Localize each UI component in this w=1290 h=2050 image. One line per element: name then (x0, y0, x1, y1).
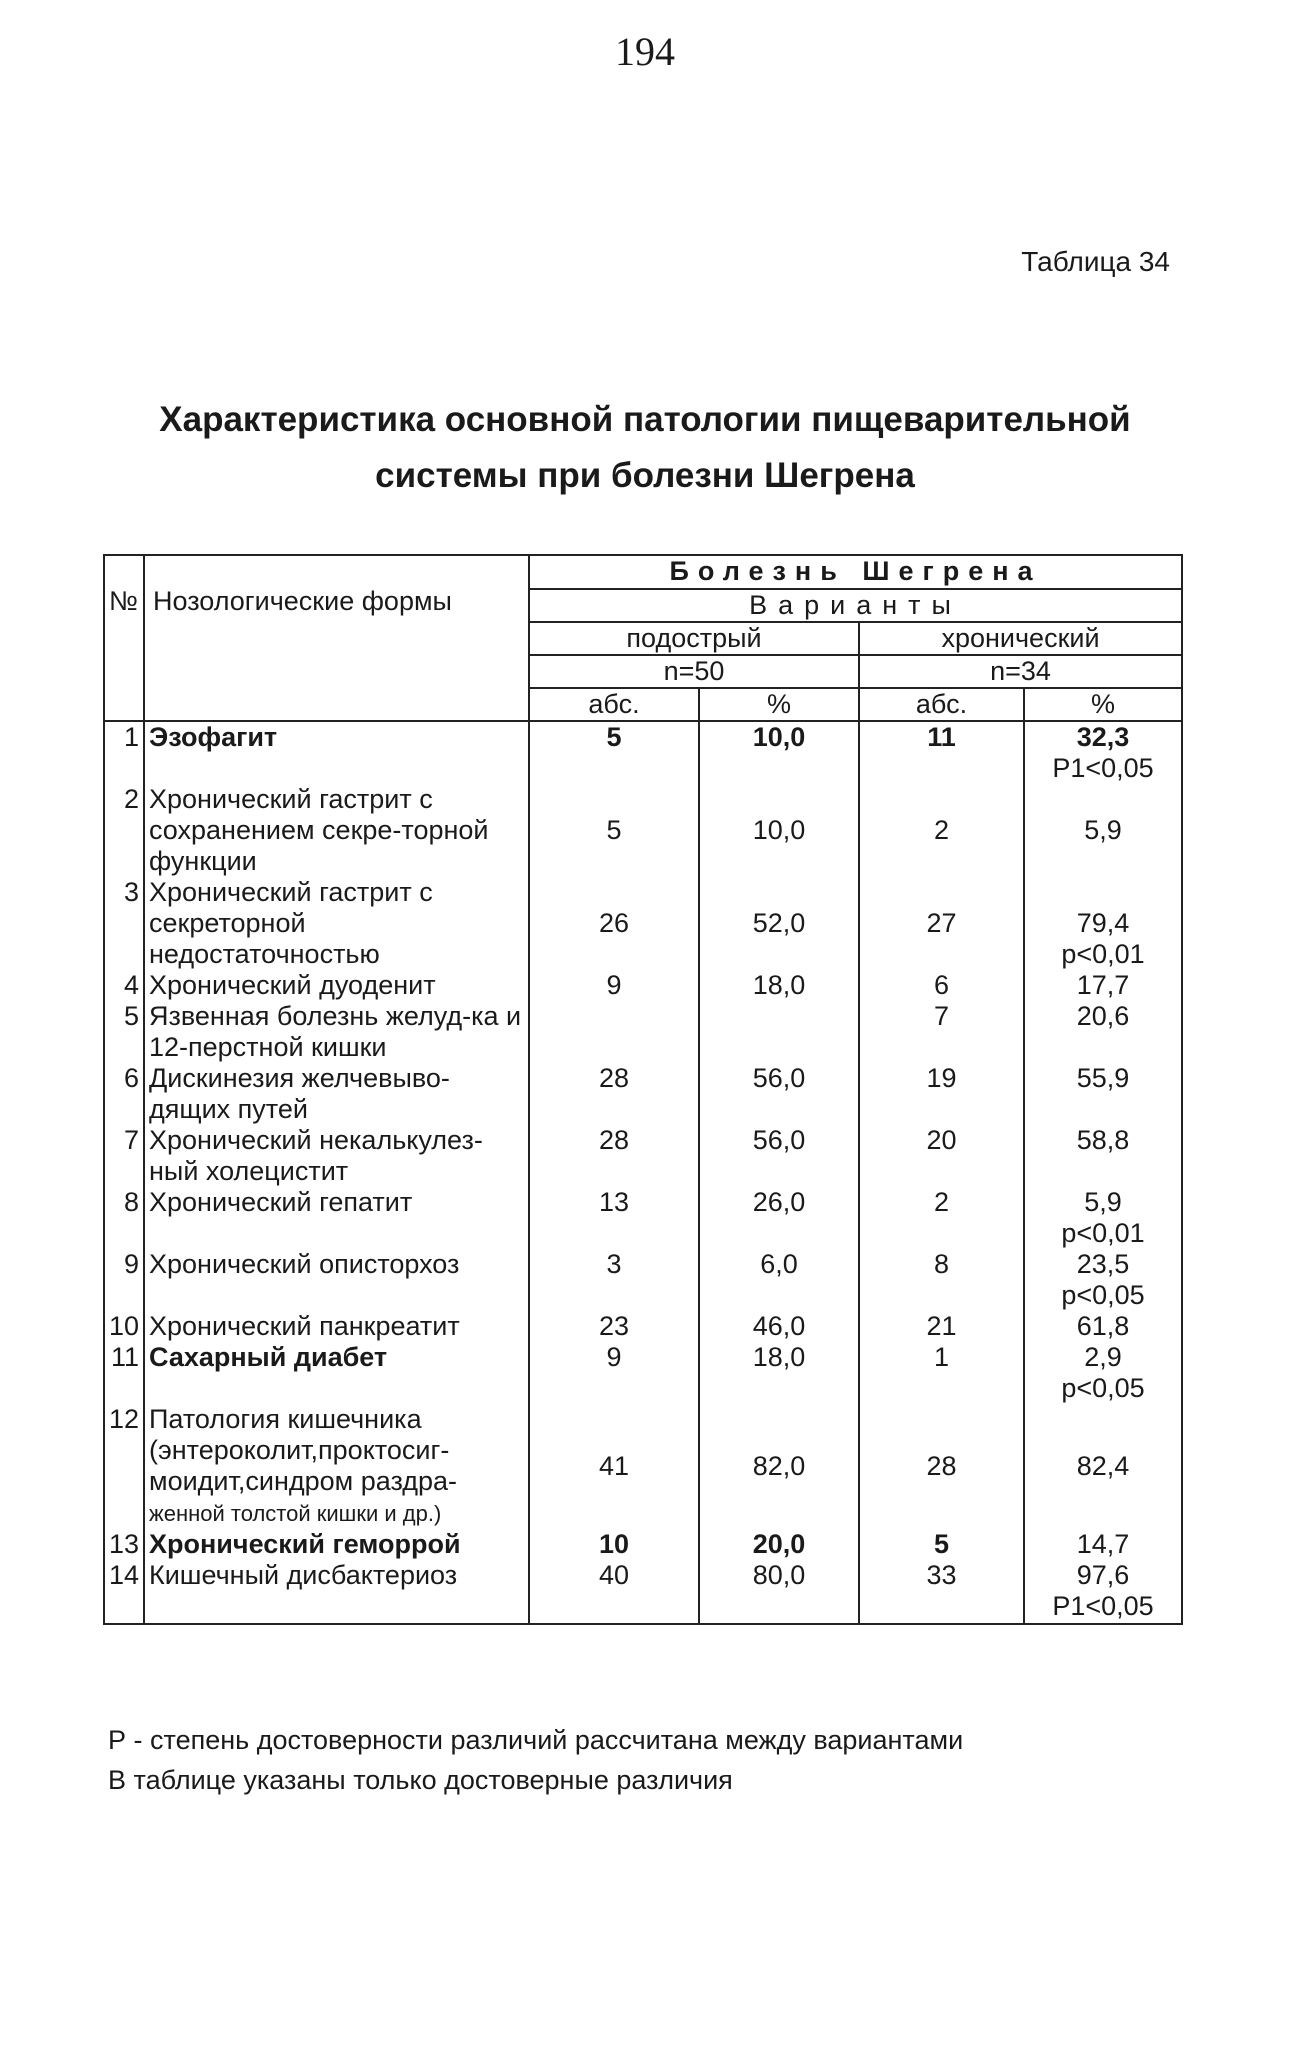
row-number: 11 (104, 1342, 144, 1404)
significance: P1<0,05 (1052, 753, 1154, 783)
title-line-1: Характеристика основной патологии пищеварительной (159, 400, 1131, 439)
pct-subacute: 10,0 (699, 721, 859, 784)
abs-subacute: 9 (529, 1342, 699, 1404)
pct-chronic: 79,4 (1076, 908, 1130, 938)
footnotes (108, 1720, 963, 1800)
abs-subacute: 23 (529, 1311, 699, 1342)
pct-chronic: 20,6 (1024, 1001, 1182, 1063)
header-n-subacute: n=50 (529, 655, 859, 688)
row-number: 10 (104, 1311, 144, 1342)
pct-subacute (699, 1001, 859, 1063)
pct-subacute: 26,0 (699, 1187, 859, 1249)
abs-subacute (529, 1001, 699, 1063)
pct-chronic: 82,4 (1024, 1404, 1182, 1529)
row-number: 2 (104, 784, 144, 877)
row-number: 3 (104, 877, 144, 970)
pct-chronic: 32,3 (1076, 722, 1130, 752)
row-name: Хронический гастрит с секреторной недостаточностью (144, 877, 529, 970)
row-name: Хронический некалькулез-ный холецистит (144, 1125, 529, 1187)
pct-chronic-cell (1024, 1342, 1182, 1404)
significance: P1<0,05 (1052, 1591, 1154, 1621)
abs-subacute: 13 (529, 1187, 699, 1249)
pct-chronic: 14,7 (1024, 1529, 1182, 1560)
header-pct-subacute: % (699, 688, 859, 721)
row-name: Эзофагит (144, 721, 529, 784)
row-name-cell (144, 1404, 529, 1529)
abs-chronic: 11 (859, 721, 1024, 784)
row-name: Дискинезия желчевыво-дящих путей (144, 1063, 529, 1125)
header-abs-chronic: абс. (859, 688, 1024, 721)
pct-chronic-cell (1024, 1560, 1182, 1624)
pct-chronic: 58,8 (1024, 1125, 1182, 1187)
pct-chronic-cell (1024, 721, 1182, 784)
header-chronic: хронический (859, 622, 1182, 655)
row-number: 4 (104, 970, 144, 1001)
table-row (104, 1187, 1182, 1249)
header-pct-chronic: % (1024, 688, 1182, 721)
abs-chronic: 5 (859, 1529, 1024, 1560)
abs-subacute: 28 (529, 1125, 699, 1187)
pct-subacute: 20,0 (699, 1529, 859, 1560)
abs-subacute: 3 (529, 1249, 699, 1311)
row-name: Язвенная болезнь желуд-ка и 12-перстной кишки (144, 1001, 529, 1063)
footnote-line-2: В таблице указаны только достоверные различия (108, 1765, 733, 1795)
table-row (104, 877, 1182, 970)
abs-chronic: 7 (859, 1001, 1024, 1063)
row-number: 13 (104, 1529, 144, 1560)
abs-subacute: 9 (529, 970, 699, 1001)
pct-subacute: 56,0 (699, 1063, 859, 1125)
abs-chronic: 21 (859, 1311, 1024, 1342)
row-name: Хронический гастрит с сохранением секре-торной функции (144, 784, 529, 877)
table-row (104, 970, 1182, 1001)
pct-subacute: 82,0 (699, 1404, 859, 1529)
row-number: 7 (104, 1125, 144, 1187)
row-number: 14 (104, 1560, 144, 1624)
row-name: Сахарный диабет (144, 1342, 529, 1404)
abs-chronic: 2 (859, 1187, 1024, 1249)
abs-subacute: 26 (529, 877, 699, 970)
row-number: 5 (104, 1001, 144, 1063)
data-table (103, 554, 1183, 1625)
table-row (104, 1063, 1182, 1125)
abs-chronic: 20 (859, 1125, 1024, 1187)
row-name: Хронический панкреатит (144, 1311, 529, 1342)
pct-chronic: 5,9 (1084, 1187, 1122, 1217)
pct-subacute: 18,0 (699, 1342, 859, 1404)
abs-subacute: 5 (529, 784, 699, 877)
header-variants: Варианты (529, 589, 1182, 622)
row-name: Патология кишечника (энтероколит,проктосиг-моидит,синдром раздра- (149, 1404, 458, 1496)
row-number: 6 (104, 1063, 144, 1125)
table-row (104, 1001, 1182, 1063)
pct-subacute: 52,0 (699, 877, 859, 970)
row-name: Хронический дуоденит (144, 970, 529, 1001)
row-number: 12 (104, 1404, 144, 1529)
header-subacute: подострый (529, 622, 859, 655)
pct-chronic-cell (1024, 877, 1182, 970)
table-body (104, 721, 1182, 1624)
pct-subacute: 80,0 (699, 1560, 859, 1624)
header-disease: Болезнь Шегрена (529, 555, 1182, 589)
pct-chronic: 97,6 (1076, 1560, 1130, 1590)
abs-chronic: 33 (859, 1560, 1024, 1624)
abs-subacute: 5 (529, 721, 699, 784)
abs-chronic: 19 (859, 1063, 1024, 1125)
table-header (104, 555, 1182, 721)
abs-chronic: 6 (859, 970, 1024, 1001)
header-forms: Нозологические формы (144, 555, 529, 721)
abs-subacute: 28 (529, 1063, 699, 1125)
abs-subacute: 10 (529, 1529, 699, 1560)
table-row (104, 1404, 1182, 1529)
table-row (104, 1249, 1182, 1311)
abs-chronic: 28 (859, 1404, 1024, 1529)
pct-subacute: 56,0 (699, 1125, 859, 1187)
table-row (104, 1125, 1182, 1187)
pct-chronic: 17,7 (1024, 970, 1182, 1001)
pct-chronic: 2,9 (1084, 1342, 1122, 1372)
pct-subacute: 6,0 (699, 1249, 859, 1311)
significance: p<0,05 (1061, 1280, 1145, 1310)
row-number: 8 (104, 1187, 144, 1249)
significance: p<0,01 (1061, 939, 1145, 969)
table-row (104, 1529, 1182, 1560)
significance: p<0,01 (1061, 1218, 1145, 1248)
pct-subacute: 46,0 (699, 1311, 859, 1342)
pct-subacute: 18,0 (699, 970, 859, 1001)
pct-chronic: 5,9 (1024, 784, 1182, 877)
title-line-2: системы при болезни Шегрена (375, 456, 915, 495)
page-number: 194 (615, 29, 675, 74)
row-name-continued: женной толстой кишки и др.) (149, 1501, 442, 1526)
row-name: Хронический описторхоз (144, 1249, 529, 1311)
pct-chronic: 61,8 (1024, 1311, 1182, 1342)
row-name: Хронический геморрой (144, 1529, 529, 1560)
footnote-line-1: Р - степень достоверности различий рассчитана между вариантами (108, 1725, 964, 1755)
header-number: № (104, 555, 144, 721)
abs-chronic: 2 (859, 784, 1024, 877)
table-row (104, 721, 1182, 784)
abs-chronic: 1 (859, 1342, 1024, 1404)
row-name: Кишечный дисбактериоз (144, 1560, 529, 1624)
abs-subacute: 40 (529, 1560, 699, 1624)
abs-chronic: 8 (859, 1249, 1024, 1311)
table-row (104, 1560, 1182, 1624)
table-row (104, 1342, 1182, 1404)
header-abs-subacute: абс. (529, 688, 699, 721)
header-n-chronic: n=34 (859, 655, 1182, 688)
pct-subacute: 10,0 (699, 784, 859, 877)
table-row (104, 1311, 1182, 1342)
row-name: Хронический гепатит (144, 1187, 529, 1249)
pct-chronic: 55,9 (1024, 1063, 1182, 1125)
table-row (104, 784, 1182, 877)
pct-chronic: 23,5 (1076, 1249, 1130, 1279)
abs-subacute: 41 (529, 1404, 699, 1529)
significance: p<0,05 (1061, 1373, 1145, 1403)
abs-chronic: 27 (859, 877, 1024, 970)
pct-chronic-cell (1024, 1187, 1182, 1249)
row-number: 9 (104, 1249, 144, 1311)
row-number: 1 (104, 721, 144, 784)
table-title (0, 392, 1290, 504)
pct-chronic-cell (1024, 1249, 1182, 1311)
table-label: Таблица 34 (1021, 246, 1170, 277)
